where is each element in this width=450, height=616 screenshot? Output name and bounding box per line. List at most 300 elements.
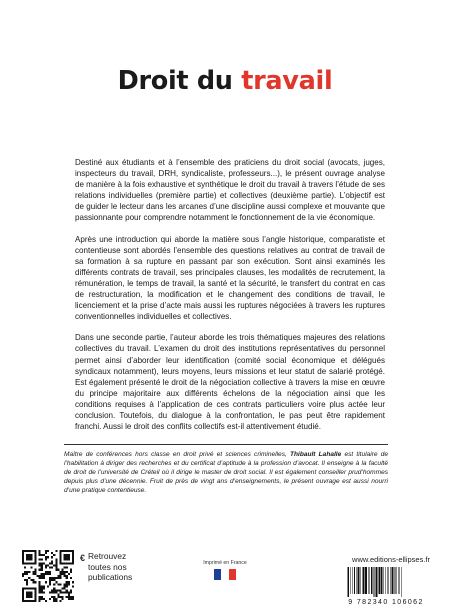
qr-module: [43, 554, 45, 556]
qr-module: [55, 567, 57, 569]
retrouvez-line-1: Retrouvez: [88, 551, 127, 561]
qr-module: [41, 567, 43, 569]
qr-module: [64, 587, 66, 589]
qr-module: [53, 600, 55, 602]
qr-module: [47, 585, 49, 587]
qr-module: [59, 554, 61, 556]
qr-module: [22, 552, 24, 554]
qr-module: [55, 560, 57, 562]
qr-module: [53, 592, 55, 594]
qr-module: [66, 550, 68, 552]
qr-module: [32, 600, 34, 602]
isbn-number: 9 782340 106062: [348, 599, 424, 606]
qr-module: [62, 562, 64, 564]
qr-module: [41, 592, 43, 594]
qr-module: [43, 562, 45, 564]
qr-module: [34, 598, 36, 600]
qr-module: [30, 600, 32, 602]
qr-module: [72, 554, 74, 556]
qr-module: [43, 577, 45, 579]
qr-module: [30, 556, 32, 558]
qr-module: [30, 550, 32, 552]
qr-module: [24, 571, 26, 573]
description-paragraph-1: Destiné aux étudiants et à l’ensemble des praticiens du droit social (avocats, juges, inspecteurs du travail, DRH, syndicaliste, professeurs...), le présent ouvrage analyse de manière à la fois exhaustive et synthétique le droit du travail à travers l’étude de ses relations individuelles (première partie) et collectives (deuxième partie). L’objectif est de guider le lecteur dans les arcanes d’une discipline aussi complexe et mouvante que passionnante pour comprendre notamment le fonctionnement de la vie économique.: [75, 158, 385, 223]
qr-module: [28, 596, 30, 598]
qr-module: [26, 571, 28, 573]
qr-module: [34, 590, 36, 592]
qr-module: [66, 583, 68, 585]
qr-module: [45, 567, 47, 569]
qr-module: [51, 596, 53, 598]
qr-module: [55, 558, 57, 560]
qr-module: [59, 571, 61, 573]
qr-module: [22, 594, 24, 596]
qr-module: [64, 583, 66, 585]
qr-module: [39, 585, 41, 587]
qr-module: [51, 556, 53, 558]
qr-module: [64, 585, 66, 587]
qr-module: [68, 592, 70, 594]
qr-module: [22, 598, 24, 600]
qr-module: [34, 556, 36, 558]
qr-module: [49, 577, 51, 579]
qr-module: [51, 590, 53, 592]
qr-module: [32, 550, 34, 552]
qr-module: [49, 598, 51, 600]
qr-module: [57, 569, 59, 571]
qr-module: [45, 558, 47, 560]
barcode-bar: [371, 567, 372, 594]
qr-module: [55, 565, 57, 567]
qr-module: [59, 583, 61, 585]
qr-module: [32, 579, 34, 581]
qr-module: [59, 558, 61, 560]
qr-module: [59, 592, 61, 594]
qr-module: [57, 583, 59, 585]
qr-module: [68, 594, 70, 596]
qr-module: [26, 550, 28, 552]
qr-module: [53, 579, 55, 581]
qr-module: [41, 577, 43, 579]
qr-module: [51, 560, 53, 562]
qr-module: [59, 575, 61, 577]
qr-module: [26, 583, 28, 585]
printed-label: Imprimé en France: [203, 560, 247, 566]
qr-module: [28, 600, 30, 602]
qr-module: [22, 550, 24, 552]
qr-module: [30, 567, 32, 569]
qr-module: [34, 558, 36, 560]
qr-module: [66, 571, 68, 573]
qr-module: [55, 577, 57, 579]
qr-module: [51, 562, 53, 564]
qr-module: [62, 598, 64, 600]
flag-stripe-white: [221, 569, 228, 580]
qr-module: [64, 558, 66, 560]
qr-module: [30, 554, 32, 556]
qr-module: [24, 550, 26, 552]
qr-module: [47, 571, 49, 573]
qr-module: [51, 579, 53, 581]
qr-module: [49, 592, 51, 594]
qr-module: [64, 575, 66, 577]
qr-module: [70, 590, 72, 592]
qr-module: [39, 575, 41, 577]
qr-module: [41, 575, 43, 577]
qr-module: [45, 550, 47, 552]
qr-module: [53, 587, 55, 589]
barcode-bar: [399, 567, 400, 594]
qr-module: [24, 567, 26, 569]
qr-module: [26, 594, 28, 596]
retrouvez-line-2: toutes nos: [88, 561, 127, 572]
barcode-bar: [401, 567, 402, 597]
qr-module: [64, 550, 66, 552]
qr-module: [72, 581, 74, 583]
qr-module: [66, 592, 68, 594]
qr-module: [34, 571, 36, 573]
qr-module: [41, 587, 43, 589]
bio-divider: [64, 444, 388, 445]
qr-module: [30, 558, 32, 560]
barcode-bar: [350, 567, 351, 594]
qr-module: [28, 556, 30, 558]
qr-module: [43, 587, 45, 589]
qr-module: [70, 577, 72, 579]
description-paragraph-3: Dans une seconde partie, l’auteur aborde les trois thématiques majeures des relations collectives du travail. L’examen du droit des institutions représentatives du personnel permet ainsi d’aborder leur identification (comité social économique et délégués syndicaux notamment), leurs moyens, leurs missions et leur statut de salarié protégé. Est également présenté le droit de la négociation collective à travers la mise en œuvre du principe majoritaire aux différents échelons de la négociation ainsi que les conditions requises à l’application de ces contrats particuliers voire plus actée leur conclusion. Toutefois, du dialogue à la confrontation, le pas peut être rapidement franchi. Aussi le droit des conflits collectifs est-il attentivement étudié.: [75, 333, 385, 431]
qr-module: [72, 598, 74, 600]
qr-module: [24, 573, 26, 575]
author-bio: [64, 450, 388, 495]
qr-module: [39, 565, 41, 567]
qr-module: [39, 562, 41, 564]
qr-module: [28, 577, 30, 579]
qr-module: [39, 558, 41, 560]
qr-module: [39, 569, 41, 571]
qr-module: [55, 562, 57, 564]
isbn-barcode: [345, 567, 429, 597]
barcode-bar: [394, 567, 395, 594]
qr-module: [45, 565, 47, 567]
qr-module: [32, 573, 34, 575]
retrouvez-text: [88, 551, 132, 583]
qr-module: [68, 583, 70, 585]
barcode-bar: [356, 567, 357, 594]
qr-module: [55, 590, 57, 592]
qr-module: [41, 562, 43, 564]
barcode-bar: [365, 567, 367, 594]
qr-module: [57, 577, 59, 579]
qr-module: [72, 558, 74, 560]
qr-module: [51, 567, 53, 569]
qr-module: [53, 565, 55, 567]
qr-module: [26, 587, 28, 589]
qr-module: [39, 596, 41, 598]
qr-module: [49, 579, 51, 581]
printed-in-france: [195, 560, 255, 580]
qr-module: [64, 562, 66, 564]
qr-module: [59, 600, 61, 602]
barcode-bar: [369, 567, 370, 594]
flag-stripe-red: [229, 569, 236, 580]
qr-module: [59, 556, 61, 558]
qr-module: [62, 569, 64, 571]
qr-module: [49, 581, 51, 583]
qr-module: [28, 592, 30, 594]
barcode-bar: [360, 567, 361, 594]
qr-module: [22, 558, 24, 560]
qr-module: [41, 565, 43, 567]
qr-module: [49, 562, 51, 564]
qr-module: [68, 598, 70, 600]
qr-module: [22, 596, 24, 598]
qr-module: [34, 573, 36, 575]
qr-module: [53, 554, 55, 556]
qr-module: [41, 590, 43, 592]
qr-module: [70, 598, 72, 600]
qr-module: [66, 596, 68, 598]
qr-module: [41, 558, 43, 560]
barcode-bar: [395, 567, 396, 594]
qr-module: [68, 558, 70, 560]
qr-module: [64, 554, 66, 556]
qr-module: [34, 581, 36, 583]
qr-module: [26, 562, 28, 564]
barcode-bar: [368, 567, 369, 594]
qr-module: [51, 552, 53, 554]
qr-module: [30, 562, 32, 564]
qr-module: [55, 550, 57, 552]
barcode-bar: [398, 567, 399, 594]
qr-module: [49, 573, 51, 575]
barcode-bar: [348, 567, 349, 597]
qr-module: [39, 587, 41, 589]
barcode-bar: [390, 567, 391, 594]
qr-module: [41, 569, 43, 571]
barcode-bar: [376, 567, 378, 597]
qr-module: [62, 587, 64, 589]
qr-module: [26, 554, 28, 556]
qr-module: [32, 581, 34, 583]
qr-module: [41, 585, 43, 587]
qr-module: [70, 571, 72, 573]
qr-module: [34, 600, 36, 602]
qr-module: [66, 567, 68, 569]
qr-module: [47, 573, 49, 575]
qr-module: [34, 596, 36, 598]
qr-module: [72, 550, 74, 552]
barcode-bar: [362, 567, 363, 594]
qr-module: [30, 579, 32, 581]
qr-module: [64, 571, 66, 573]
qr-module: [66, 554, 68, 556]
qr-module: [34, 552, 36, 554]
qr-module: [41, 573, 43, 575]
qr-module: [66, 590, 68, 592]
qr-module: [55, 592, 57, 594]
qr-module: [34, 569, 36, 571]
qr-module: [47, 556, 49, 558]
qr-module: [32, 562, 34, 564]
publisher-website[interactable]: www.editions-ellipses.fr: [352, 555, 430, 564]
qr-module: [26, 592, 28, 594]
barcode-bar: [379, 567, 380, 594]
barcode-bar: [374, 567, 375, 597]
qr-module: [70, 550, 72, 552]
qr-module: [53, 590, 55, 592]
barcode-bar: [363, 567, 364, 594]
qr-module: [30, 596, 32, 598]
qr-module: [41, 598, 43, 600]
qr-code[interactable]: [22, 550, 74, 602]
title-accent: travail: [241, 66, 333, 96]
qr-module: [62, 596, 64, 598]
qr-module: [66, 575, 68, 577]
barcode-bar: [378, 567, 379, 594]
qr-module: [43, 575, 45, 577]
qr-module: [28, 550, 30, 552]
qr-module: [43, 598, 45, 600]
qr-module: [39, 598, 41, 600]
publisher-logo-icon: €: [80, 553, 86, 563]
qr-module: [26, 600, 28, 602]
qr-module: [55, 581, 57, 583]
qr-module: [22, 575, 24, 577]
qr-module: [39, 583, 41, 585]
qr-module: [28, 562, 30, 564]
author-name: Thibault Lahalle: [290, 451, 342, 458]
barcode-bar: [385, 567, 386, 594]
qr-module: [66, 585, 68, 587]
barcode-bar: [387, 567, 388, 594]
qr-module: [55, 569, 57, 571]
qr-module: [64, 592, 66, 594]
qr-module: [28, 594, 30, 596]
qr-module: [39, 592, 41, 594]
qr-module: [51, 577, 53, 579]
qr-module: [43, 592, 45, 594]
qr-module: [64, 567, 66, 569]
qr-module: [24, 562, 26, 564]
qr-module: [39, 550, 41, 552]
qr-module: [43, 585, 45, 587]
qr-module: [47, 550, 49, 552]
qr-module: [39, 554, 41, 556]
qr-module: [70, 596, 72, 598]
qr-module: [59, 552, 61, 554]
qr-module: [22, 592, 24, 594]
qr-module: [26, 556, 28, 558]
qr-module: [66, 577, 68, 579]
qr-module: [34, 550, 36, 552]
qr-module: [41, 554, 43, 556]
qr-module: [53, 583, 55, 585]
qr-module: [59, 562, 61, 564]
qr-module: [28, 554, 30, 556]
qr-module: [24, 600, 26, 602]
qr-module: [53, 596, 55, 598]
qr-module: [72, 560, 74, 562]
barcode-bar: [358, 567, 360, 594]
qr-module: [37, 575, 39, 577]
qr-module: [26, 579, 28, 581]
qr-module: [59, 596, 61, 598]
barcode-bar: [392, 567, 394, 594]
qr-module: [68, 554, 70, 556]
qr-module: [32, 587, 34, 589]
qr-module: [34, 560, 36, 562]
qr-module: [72, 552, 74, 554]
qr-module: [22, 573, 24, 575]
qr-module: [66, 556, 68, 558]
qr-module: [70, 569, 72, 571]
qr-module: [53, 598, 55, 600]
qr-module: [57, 590, 59, 592]
qr-module: [64, 556, 66, 558]
qr-module: [66, 562, 68, 564]
qr-module: [39, 600, 41, 602]
qr-module: [62, 573, 64, 575]
qr-module: [39, 577, 41, 579]
qr-module: [68, 556, 70, 558]
barcode-bar: [381, 567, 382, 594]
retrouvez-line-3: publications: [88, 572, 133, 583]
qr-module: [45, 600, 47, 602]
qr-module: [22, 590, 24, 592]
qr-module: [22, 600, 24, 602]
bio-rest: est titulaire de l’habilitation à diriger des recherches et du certificat d’aptitude à la profession d’avocat. Il enseigne à la faculté de droit de l’université de Créteil où il dirige le master de droit social. Il est également conseiller prud’hommes depuis plus d’une décennie. Fruit de près de vingt ans d’enseignements, le présent ouvrage est aussi nourri d’une pratique contentieuse.: [64, 451, 389, 494]
qr-module: [45, 571, 47, 573]
qr-module: [62, 592, 64, 594]
qr-module: [26, 581, 28, 583]
qr-module: [45, 556, 47, 558]
qr-module: [55, 600, 57, 602]
qr-module: [53, 577, 55, 579]
qr-module: [22, 587, 24, 589]
qr-module: [64, 573, 66, 575]
qr-module: [47, 565, 49, 567]
qr-module: [57, 596, 59, 598]
qr-module: [72, 585, 74, 587]
qr-module: [62, 550, 64, 552]
qr-module: [68, 550, 70, 552]
qr-module: [72, 562, 74, 564]
qr-module: [39, 581, 41, 583]
barcode-bar: [372, 567, 373, 594]
barcode-bar: [353, 567, 354, 594]
qr-module: [34, 592, 36, 594]
qr-module: [43, 573, 45, 575]
qr-module: [45, 552, 47, 554]
barcode-bar: [389, 567, 390, 594]
book-title: [0, 66, 450, 96]
bio-intro: Maître de conférences hors classe en droit privé et sciences criminelles,: [64, 451, 291, 458]
qr-module: [62, 571, 64, 573]
qr-module: [45, 573, 47, 575]
qr-module: [49, 571, 51, 573]
qr-module: [66, 558, 68, 560]
qr-module: [34, 562, 36, 564]
qr-module: [34, 554, 36, 556]
qr-module: [28, 571, 30, 573]
qr-module: [34, 587, 36, 589]
qr-module: [57, 594, 59, 596]
qr-module: [68, 581, 70, 583]
title-main: Droit du: [117, 66, 242, 96]
qr-module: [59, 577, 61, 579]
qr-module: [24, 587, 26, 589]
qr-module: [59, 560, 61, 562]
